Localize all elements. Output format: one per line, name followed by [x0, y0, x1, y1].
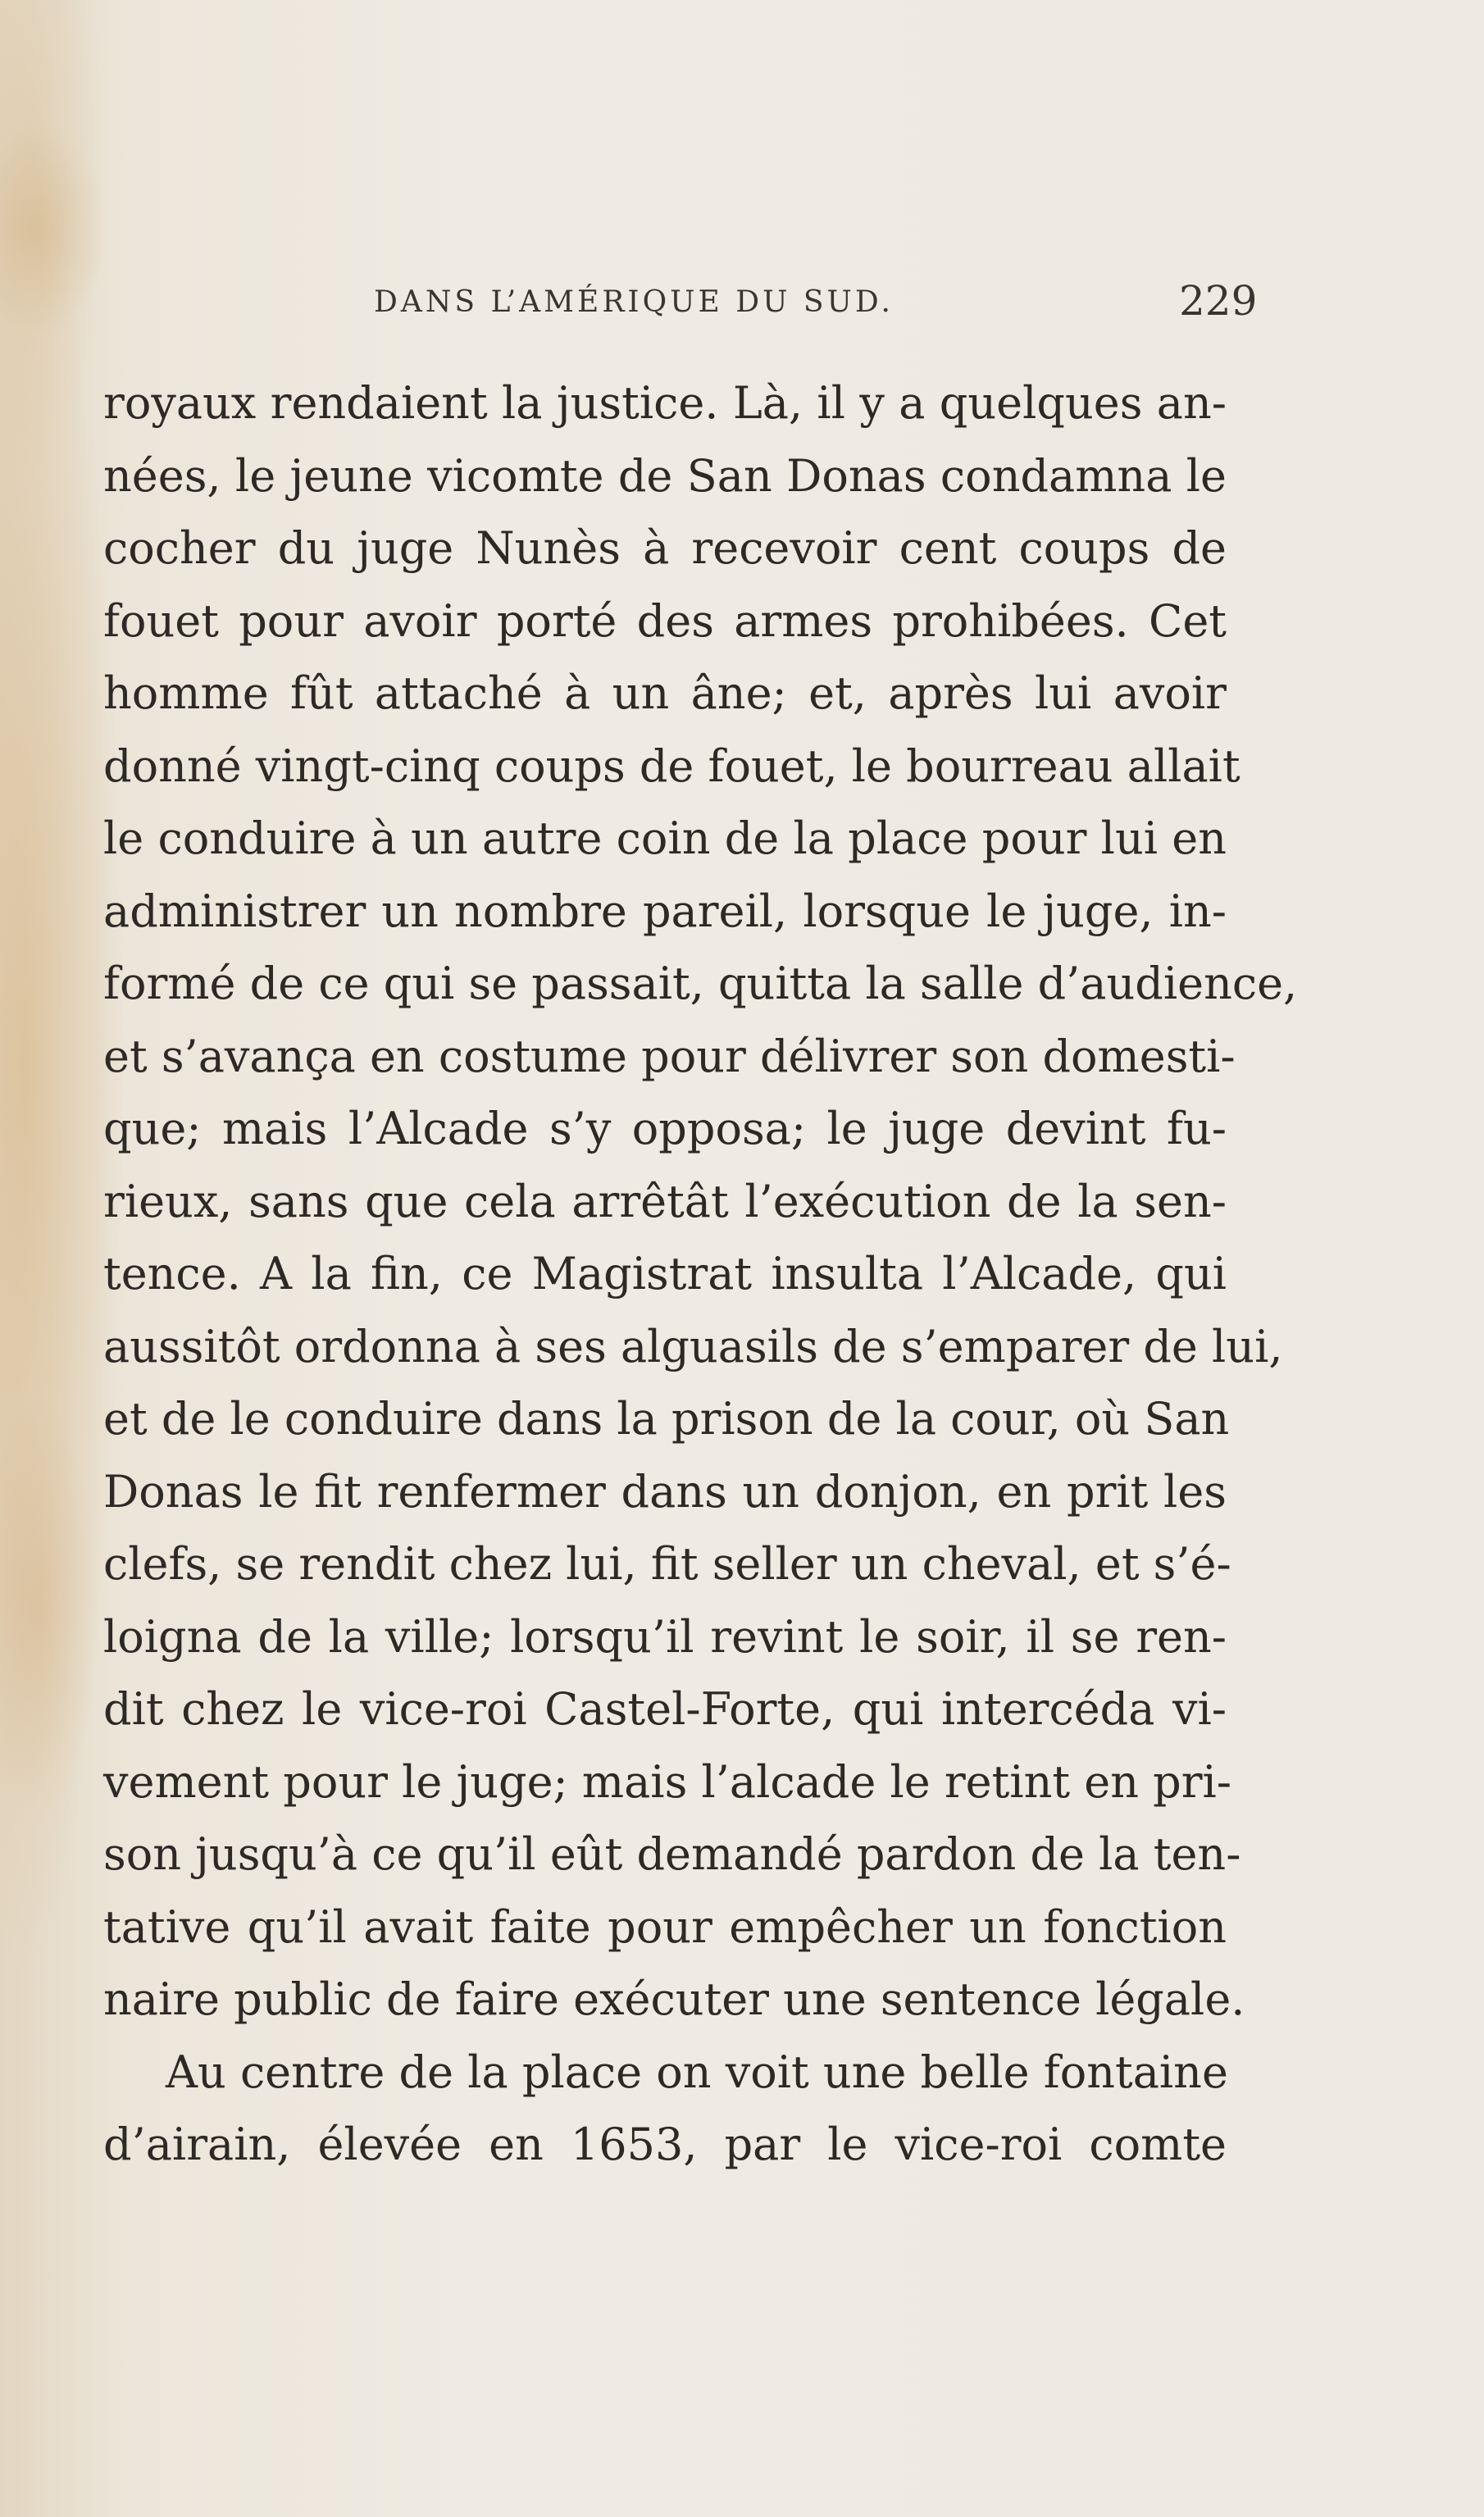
- text-line: tative qu’il avait faite pour empêcher un fonction: [103, 1900, 1227, 1953]
- paragraph-first-line: Au centre de la place on voit une belle fontaine: [166, 2046, 1228, 2098]
- text-line: fouet pour avoir porté des armes prohibées. Cet: [103, 594, 1227, 647]
- text-line: aussitôt ordonna à ses alguasils de s’emparer de lui,: [103, 1320, 1283, 1372]
- text-line: Donas le fit renfermer dans un donjon, en prit les: [103, 1465, 1227, 1518]
- paper-stain: [0, 1394, 98, 1820]
- text-line: administrer un nombre pareil, lorsque le juge, in-: [103, 885, 1227, 937]
- body-text: [103, 367, 1298, 2182]
- text-line: que; mais l’Alcade s’y opposa; le juge devint fu-: [103, 1103, 1227, 1154]
- text-line: loigna de la ville; lorsqu’il revint le soir, il se ren-: [103, 1610, 1227, 1663]
- text-line: clefs, se rendit chez lui, fit seller un cheval, et s’é-: [103, 1538, 1231, 1590]
- text-line: rieux, sans que cela arrêtât l’exécution de la sen-: [103, 1175, 1227, 1227]
- text-line: et s’avança en costume pour délivrer son domesti-: [103, 1030, 1236, 1082]
- text-line: son jusqu’à ce qu’il eût demandé pardon de la ten-: [103, 1828, 1241, 1880]
- text-line: nées, le jeune vicomte de San Donas condamna le: [103, 449, 1227, 502]
- text-line: d’airain, élevée en 1653, par le vice-roi comte: [103, 2119, 1227, 2170]
- text-line: dit chez le vice-roi Castel-Forte, qui intercéda vi-: [103, 1683, 1227, 1735]
- text-line: tence. A la fin, ce Magistrat insulta l’Alcade, qui: [103, 1248, 1227, 1299]
- page-number: 229: [1179, 277, 1258, 325]
- paragraph-end-line: naire public de faire exécuter une sentence légale.: [103, 1973, 1245, 2025]
- running-title: DANS L’AMÉRIQUE DU SUD.: [374, 285, 894, 319]
- text-line: donné vingt-cinq coups de fouet, le bourreau allait: [103, 740, 1240, 792]
- page-header: [0, 277, 1484, 335]
- text-line: royaux rendaient la justice. Là, il y a quelques an-: [103, 377, 1227, 429]
- text-line: et de le conduire dans la prison de la cour, où San: [103, 1393, 1230, 1445]
- text-line: cocher du juge Nunès à recevoir cent coups de: [103, 522, 1227, 574]
- text-line: vement pour le juge; mais l’alcade le retint en pri-: [103, 1755, 1232, 1808]
- text-line: le conduire à un autre coin de la place pour lui en: [103, 812, 1227, 864]
- text-line: homme fût attaché à un âne; et, après lui avoir: [103, 667, 1227, 719]
- text-line: formé de ce qui se passait, quitta la salle d’audience,: [103, 958, 1298, 1009]
